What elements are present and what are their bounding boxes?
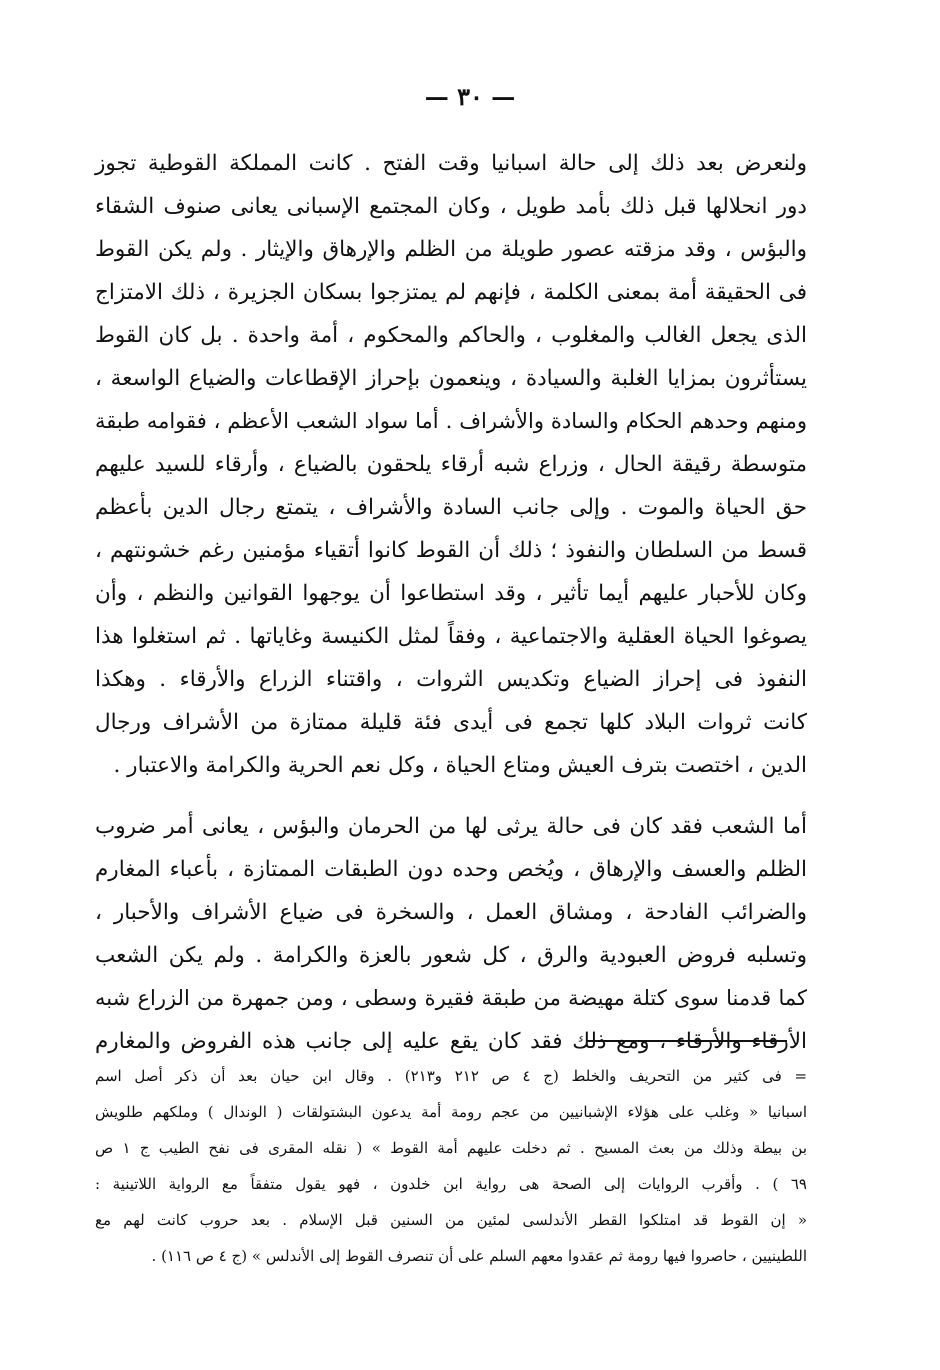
text-line: كما قدمنا سوى كتلة مهيضة من طبقة فقيرة وسطى ، ومن جمهرة من الزراع شبه [95,986,807,1010]
paragraph-2 [95,805,807,1063]
footnote-line: ٦٩ ) . وأقرب الروايات إلى الصحة هى رواية ابن خلدون ، فهو يقول متفقاً مع الرواية اللاتينية : [95,1175,807,1193]
text-line: يستأثرون بمزايا الغلبة والسيادة ، وينعمون بإحراز الإقطاعات والضياع الواسعة ، [95,366,807,391]
page-number: — ٣٠ — [424,82,516,111]
text-line: الدين ، اختصت بترف العيش ومتاع الحياة ، وكل نعم الحرية والكرامة والاعتبار . [113,753,807,778]
text-line: النفوذ فى إحراز الضياع وتكديس الثروات ، واقتناء الزراع والأرقاء . وهكذا [95,667,807,692]
text-line: الذى يجعل الغالب والمغلوب ، والحاكم والمحكوم ، أمة واحدة . بل كان القوط [95,323,807,348]
text-line: أما الشعب فقد كان فى حالة يرثى لها من الحرمان والبؤس ، يعانى أمر ضروب [95,814,807,839]
text-line: دور انحلالها قبل ذلك بأمد طويل ، وكان المجتمع الإسبانى يعانى صنوف الشقاء [95,194,807,219]
text-line: والضرائب الفادحة ، ومشاق العمل ، والسخرة فى ضياع الأشراف والأحبار ، [95,900,807,925]
text-line: متوسطة رقيقة الحال ، وزراع شبه أرقاء يلحقون بالضياع ، وأرقاء للسيد عليهم [95,452,807,477]
text-line: حق الحياة والموت . وإلى جانب السادة والأشراف ، يتمتع رجال الدين بأعظم [95,495,807,520]
text-line: كانت ثروات البلاد كلها تجمع فى أيدى فئة قليلة ممتازة من الأشراف ورجال [95,710,807,735]
text-line: وتسلبه فروض العبودية والرق ، كل شعور بالعزة والكرامة . ولم يكن الشعب [95,943,807,968]
footnote-line: بن بيطة وذلك من بعث المسيح . ثم دخلت عليهم أمة القوط » ( نقله المقرى فى نفح الطيب ج ١ ص [95,1139,808,1157]
text-line: فى الحقيقة أمة بمعنى الكلمة ، فإنهم لم يمتزجوا بسكان الجزيرة ، ذلك الامتزاج [95,280,807,305]
footnote-line: « إن القوط قد امتلكوا القطر الأندلسى لمئين من السنين قبل الإسلام . بعد حروب كانت لهم مع [95,1211,807,1229]
text-line: ومنهم وحدهم الحكام والسادة والأشراف . أما سواد الشعب الأعظم ، فقوامه طبقة [95,409,807,433]
text-line: وكان للأحبار عليهم أيما تأثير ، وقد استطاعوا أن يوجهوا القوانين والنظم ، وأن [95,581,807,606]
text-line: الأرقاء والأرقاء ، ومع ذلك فقد كان يقع عليه إلى جانب هذه الفروض والمغارم [95,1029,807,1054]
text-line: يصوغوا الحياة العقلية والاجتماعية ، وفقاً لمثل الكنيسة وغاياتها . ثم استغلوا هذا [95,624,807,649]
text-line: والبؤس ، وقد مزقته عصور طويلة من الظلم والإرهاق والإيثار . ولم يكن القوط [95,237,807,262]
footnote-line: اللطينيين ، حاصروا فيها رومة ثم عقدوا معهم السلم على أن تنصرف القوط إلى الأندلس » (ج ٤ ص ١١٦) . [151,1247,807,1265]
body-text [95,142,807,1063]
text-line: الظلم والعسف والإرهاق ، ويُخص وحده دون الطبقات الممتازة ، بأعباء المغارم [95,857,807,882]
text-line: قسط من السلطان والنفوذ ؛ ذلك أن القوط كانوا أتقياء مؤمنين رغم خشونتهم ، [95,538,807,563]
paragraph-gap [95,787,807,805]
paragraph-1 [95,142,807,787]
footnote-divider [587,1040,787,1042]
footnote-line: اسبانيا « وغلب على هؤلاء الإشبانيين من عجم رومة أمة يدعون البشتولقات ( الوندال ) وملكهم طلويش [95,1103,807,1121]
text-line: ولنعرض بعد ذلك إلى حالة اسبانيا وقت الفتح . كانت المملكة القوطية تجوز [95,151,807,176]
footnote-line: = فى كثير من التحريف والخلط (ج ٤ ص ٢١٢ و٢١٣) . وقال ابن حيان بعد أن ذكر أصل اسم [95,1067,808,1085]
footnotes [95,1058,807,1274]
